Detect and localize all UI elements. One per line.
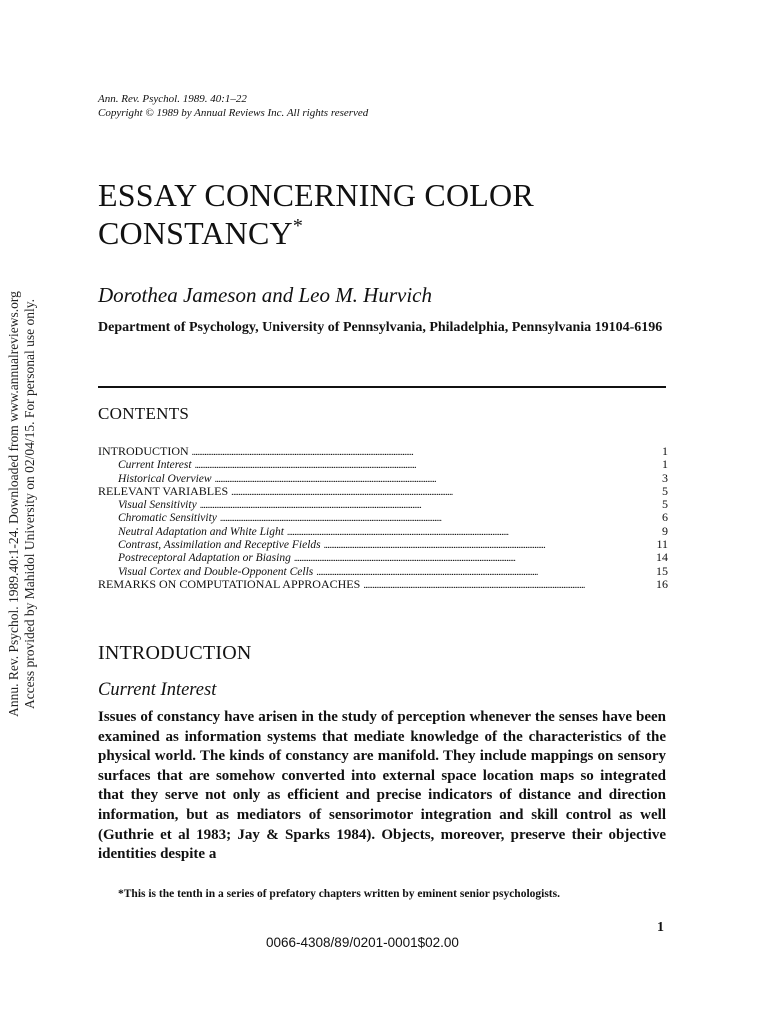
toc-entry-title: REMARKS ON COMPUTATIONAL APPROACHES <box>98 576 361 591</box>
toc-leader-dots <box>294 551 636 565</box>
toc-entry[interactable] <box>98 511 668 524</box>
citation-line-1: Ann. Rev. Psychol. 1989. 40:1–22 <box>98 93 247 105</box>
toc-entry-title: Postreceptoral Adaptation or Biasing <box>118 552 291 565</box>
toc-entry-title: INTRODUCTION <box>98 444 189 458</box>
toc-entry[interactable] <box>98 538 668 551</box>
toc-entry-title: Neutral Adaptation and White Light <box>118 525 284 538</box>
toc-leader-dots <box>215 472 636 486</box>
toc-entry-page: 1 <box>662 444 668 458</box>
toc-entry-title: Visual Cortex and Double-Opponent Cells <box>118 565 314 578</box>
toc-leader-dots <box>220 511 636 525</box>
download-notice <box>6 284 38 724</box>
body-paragraph: Issues of constancy have arisen in the study of perception whenever the senses have been examined as information systems that mediate knowledge of the characteristics of the physical world. The kinds of constancy are manifold. They include mappings on sensory surfaces that are somehow converted into external space location maps so integrated that they serve not only as efficient and precise indicators of distance and direction information, but as mediators of sensorimotor integration and skill control as well (Guthrie et al 1983; Jay & Sparks 1984). Objects, moreover, preserve their objective identities despite a <box>98 709 666 863</box>
toc-entry[interactable] <box>98 445 668 458</box>
toc-leader-dots <box>363 578 636 592</box>
table-of-contents <box>98 445 668 591</box>
article-code: 0066-4308/89/0201-0001$02.00 <box>266 935 459 950</box>
toc-entry-page: 3 <box>662 470 668 485</box>
toc-entry-page: 1 <box>662 457 668 472</box>
toc-leader-dots <box>231 485 636 499</box>
toc-entry-page: 16 <box>656 576 668 591</box>
toc-entry[interactable] <box>98 525 668 538</box>
toc-leader-dots <box>287 525 636 539</box>
download-notice-line-1: Annu. Rev. Psychol. 1989.40:1-24. Downloaded from www.annualreviews.org <box>6 291 21 717</box>
toc-leader-dots <box>192 445 636 459</box>
subsection-heading: Current Interest <box>98 680 217 700</box>
footnote: *This is the tenth in a series of prefatory chapters written by eminent senior psychologists. <box>118 888 560 900</box>
toc-entry-page: 15 <box>656 563 668 578</box>
toc-entry[interactable] <box>98 498 668 511</box>
download-notice-line-2: Access provided by Mahidol University on 02/04/15. For personal use only. <box>22 298 37 710</box>
toc-entry[interactable] <box>98 485 668 498</box>
authors: Dorothea Jameson and Leo M. Hurvich <box>98 283 433 307</box>
toc-entry[interactable] <box>98 578 668 591</box>
toc-entry-page: 5 <box>662 483 668 498</box>
toc-entry[interactable] <box>98 551 668 564</box>
title-footnote-marker: * <box>292 215 304 237</box>
toc-entry-title: Current Interest <box>118 459 192 472</box>
toc-entry-title: Historical Overview <box>118 472 212 485</box>
article-title-text: ESSAY CONCERNING COLOR CONSTANCY <box>98 177 534 251</box>
toc-entry[interactable] <box>98 458 668 471</box>
toc-entry-page: 5 <box>662 497 668 512</box>
toc-entry-title: Chromatic Sensitivity <box>118 512 217 525</box>
toc-leader-dots <box>195 458 636 472</box>
toc-entry-title: Visual Sensitivity <box>118 499 197 512</box>
article-title <box>98 176 678 252</box>
horizontal-rule <box>98 386 666 388</box>
toc-entry-page: 14 <box>656 550 668 565</box>
toc-entry-page: 6 <box>662 510 668 525</box>
section-heading: INTRODUCTION <box>98 642 252 664</box>
toc-leader-dots <box>200 498 636 512</box>
toc-leader-dots <box>324 538 636 552</box>
toc-leader-dots <box>316 565 636 579</box>
citation-line-2: Copyright © 1989 by Annual Reviews Inc. All rights reserved <box>98 107 369 119</box>
toc-entry-page: 9 <box>662 523 668 538</box>
toc-entry-title: Contrast, Assimilation and Receptive Fields <box>118 539 321 552</box>
toc-entry-page: 11 <box>656 537 668 552</box>
toc-entry[interactable] <box>98 565 668 578</box>
toc-entry-title: RELEVANT VARIABLES <box>98 483 229 498</box>
contents-heading: CONTENTS <box>98 404 190 423</box>
toc-entry[interactable] <box>98 472 668 485</box>
affiliation: Department of Psychology, University of Pennsylvania, Philadelphia, Pennsylvania 19104-6196 <box>98 320 663 335</box>
page-number: 1 <box>657 920 664 935</box>
journal-citation <box>98 92 618 120</box>
